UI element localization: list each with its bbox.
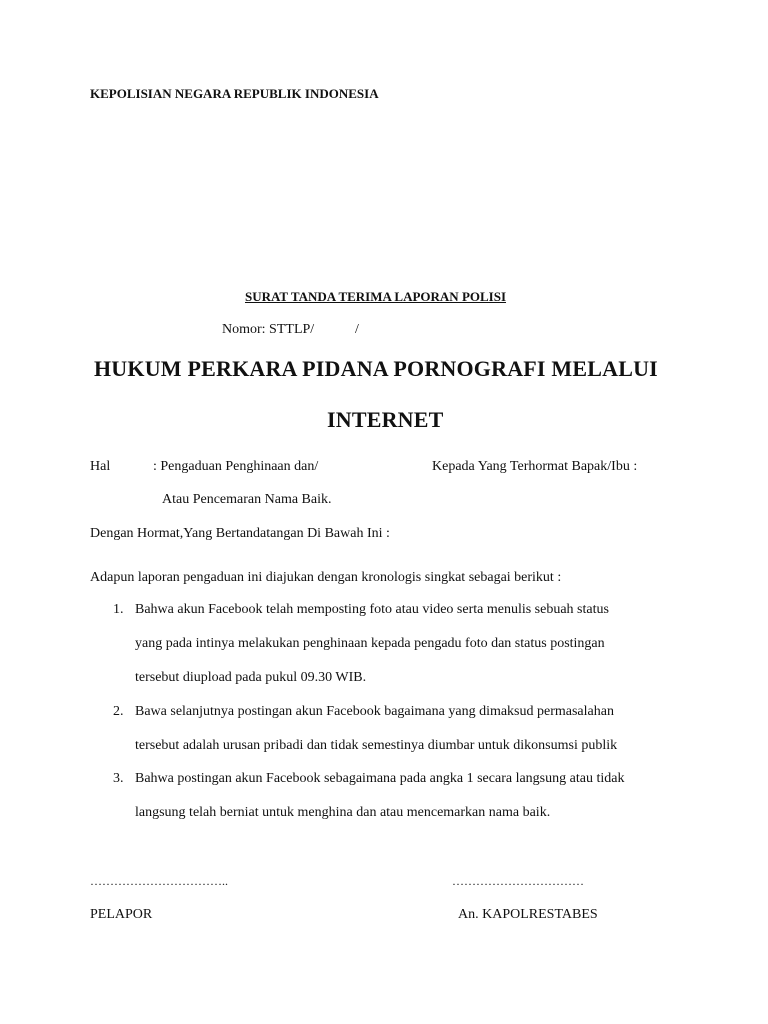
list-item-line: Bawa selanjutnya postingan akun Facebook bagaimana yang dimaksud permasalahan [135, 704, 614, 719]
reporter-label: PELAPOR [90, 907, 153, 922]
subject-value-line1: : Pengaduan Penghinaan dan/ [153, 459, 319, 474]
intro-paragraph: Adapun laporan pengaduan ini diajukan dengan kronologis singkat sebagai berikut : [90, 570, 562, 585]
list-item-line: yang pada intinya melakukan penghinaan kepada pengadu foto dan status postingan [135, 636, 605, 651]
list-item-line: tersebut diupload pada pukul 09.30 WIB. [135, 670, 367, 685]
list-item-number: 1. [113, 602, 124, 617]
police-signatory-label: An. KAPOLRESTABES [458, 907, 598, 922]
list-item-line: langsung telah berniat untuk menghina dan atau mencemarkan nama baik. [135, 805, 551, 820]
document-heading-line2: INTERNET [327, 407, 444, 432]
receipt-number-label: Nomor: STTLP/ [222, 322, 315, 337]
salutation: Dengan Hormat,Yang Bertandatangan Di Bawah Ini : [90, 526, 390, 541]
list-item-line: Bahwa postingan akun Facebook sebagaimana pada angka 1 secara langsung atau tidak [135, 771, 625, 786]
list-item-number: 3. [113, 771, 124, 786]
signature-line-right: …………………………… [452, 874, 584, 888]
document-heading-line1: HUKUM PERKARA PIDANA PORNOGRAFI MELALUI [94, 356, 658, 381]
list-item-line: Bahwa akun Facebook telah memposting foto atau video serta menulis sebuah status [135, 602, 609, 617]
signature-line-left: …………………………….. [90, 874, 228, 888]
addressee-line: Kepada Yang Terhormat Bapak/Ibu : [432, 459, 638, 474]
agency-header: KEPOLISIAN NEGARA REPUBLIK INDONESIA [90, 86, 379, 101]
receipt-title: SURAT TANDA TERIMA LAPORAN POLISI [245, 289, 507, 304]
receipt-number-separator: / [355, 322, 359, 337]
subject-value-line2: Atau Pencemaran Nama Baik. [162, 492, 332, 507]
list-item-line: tersebut adalah urusan pribadi dan tidak semestinya diumbar untuk dikonsumsi publik [135, 738, 618, 753]
list-item-number: 2. [113, 704, 124, 719]
subject-label: Hal [90, 459, 111, 474]
